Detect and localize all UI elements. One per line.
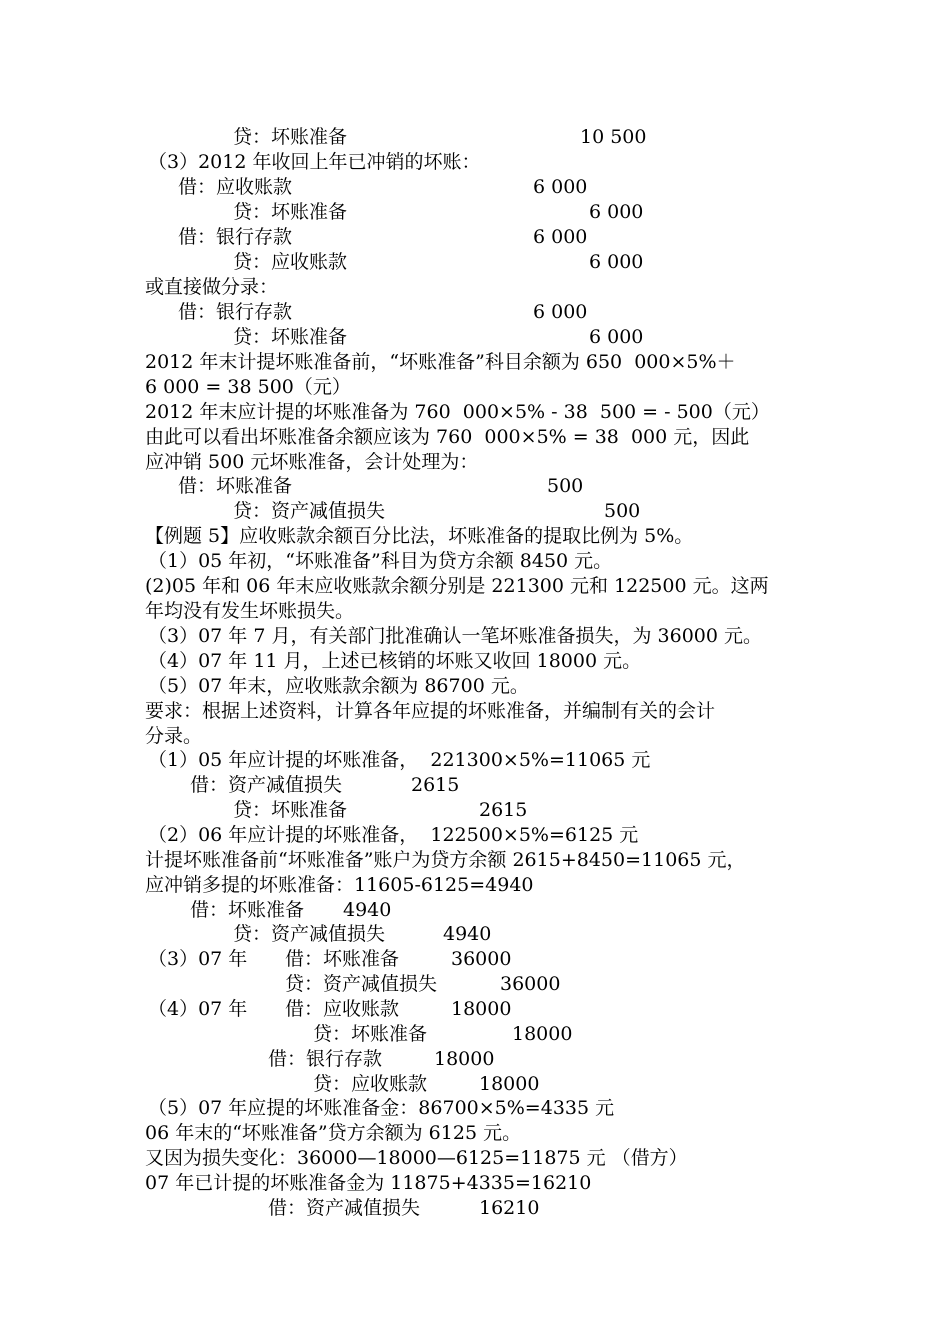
entry-value: 4940 [343,899,392,921]
entry-value: 10 500 [580,126,647,148]
line-text: （4）07 年 11 月，上述已核销的坏账又收回 18000 元。 [148,650,642,672]
entry-value: 借：应收账款 [285,998,400,1020]
line-text: （3）07 年 7 月，有关部门批准确认一笔坏账准备损失，为 36000 元。 [148,625,762,647]
entry-value: 2615 [479,799,528,821]
entry-label: 贷：资产减值损失 [285,973,438,995]
entry-value: 36000 [451,948,512,970]
line-text: 07 年已计提的坏账准备金为 11875+4335=16210 [145,1172,592,1194]
entry-value: 18000 [512,1023,573,1045]
entry-value: 6 000 [533,226,588,248]
line-text: （2）06 年应计提的坏账准备， 122500×5%=6125 元 [148,824,639,846]
entry-value: 借：坏账准备 [285,948,400,970]
line-text: 年均没有发生坏账损失。 [145,600,355,622]
entry-label: 借：资产减值损失 [190,774,343,796]
entry-label: 贷：坏账准备 [233,799,348,821]
entry-value: 6 000 [589,251,644,273]
line-text: 06 年末的“坏账准备”贷方余额为 6125 元。 [145,1122,522,1144]
entry-value: 6 000 [589,326,644,348]
entry-label: 借：坏账准备 [190,899,305,921]
line-text: 应冲销 500 元坏账准备，会计处理为： [145,451,479,473]
line-text: （3）2012 年收回上年已冲销的坏账： [148,151,481,173]
entry-value: 500 [547,475,584,497]
entry-label: 借：银行存款 [268,1048,383,1070]
entry-label: 借：银行存款 [178,226,293,248]
line-text: （5）07 年末，应收账款余额为 86700 元。 [148,675,529,697]
entry-label: 借：资产减值损失 [268,1197,421,1219]
entry-label: （4）07 年 [148,998,248,1020]
entry-label: 借：银行存款 [178,301,293,323]
line-text: （1）05 年应计提的坏账准备， 221300×5%=11065 元 [148,749,651,771]
entry-value: 4940 [443,923,492,945]
entry-value: 16210 [479,1197,540,1219]
entry-label: （3）07 年 [148,948,248,970]
line-text: 【例题 5】应收账款余额百分比法，坏账准备的提取比例为 5%。 [145,525,694,547]
entry-value: 500 [604,500,641,522]
entry-value: 2615 [411,774,460,796]
line-text: （1）05 年初，“坏账准备”科目为贷方余额 8450 元。 [148,550,613,572]
entry-label: 贷：资产减值损失 [233,500,386,522]
entry-label: 贷：资产减值损失 [233,923,386,945]
entry-label: 贷：坏账准备 [233,201,348,223]
line-text: 应冲销多提的坏账准备：11605-6125=4940 [145,874,534,896]
line-text: 2012 年末计提坏账准备前，“坏账准备”科目余额为 650 000×5%＋ [145,351,736,373]
line-text: 或直接做分录： [145,276,279,298]
entry-label: 贷：坏账准备 [313,1023,428,1045]
entry-value: 18000 [451,998,512,1020]
line-text: 要求：根据上述资料，计算各年应提的坏账准备，并编制有关的会计 [145,700,716,722]
entry-value: 6 000 [533,176,588,198]
line-text: 由此可以看出坏账准备余额应该为 760 000×5% = 38 000 元，因此 [145,426,750,448]
entry-label: 贷：应收账款 [313,1073,428,1095]
entry-value: 18000 [479,1073,540,1095]
entry-label: 贷：坏账准备 [233,126,348,148]
entry-label: 借：应收账款 [178,176,293,198]
entry-value: 6 000 [589,201,644,223]
line-text: （5）07 年应提的坏账准备金：86700×5%=4335 元 [148,1097,615,1119]
line-text: 2012 年末应计提的坏账准备为 760 000×5% - 38 500 = - 500（元） [145,401,770,423]
entry-label: 贷：应收账款 [233,251,348,273]
line-text: 6 000 = 38 500（元） [145,376,351,398]
entry-value: 6 000 [533,301,588,323]
line-text: 又因为损失变化：36000—18000—6125=11875 元 （借方） [145,1147,688,1169]
entry-value: 18000 [434,1048,495,1070]
entry-label: 贷：坏账准备 [233,326,348,348]
entry-value: 36000 [500,973,561,995]
entry-label: 借：坏账准备 [178,475,293,497]
line-text: (2)05 年和 06 年末应收账款余额分别是 221300 元和 122500 元。这两 [145,575,769,597]
line-text: 分录。 [145,725,203,747]
line-text: 计提坏账准备前“坏账准备”账户为贷方余额 2615+8450=11065 元， [145,849,746,871]
